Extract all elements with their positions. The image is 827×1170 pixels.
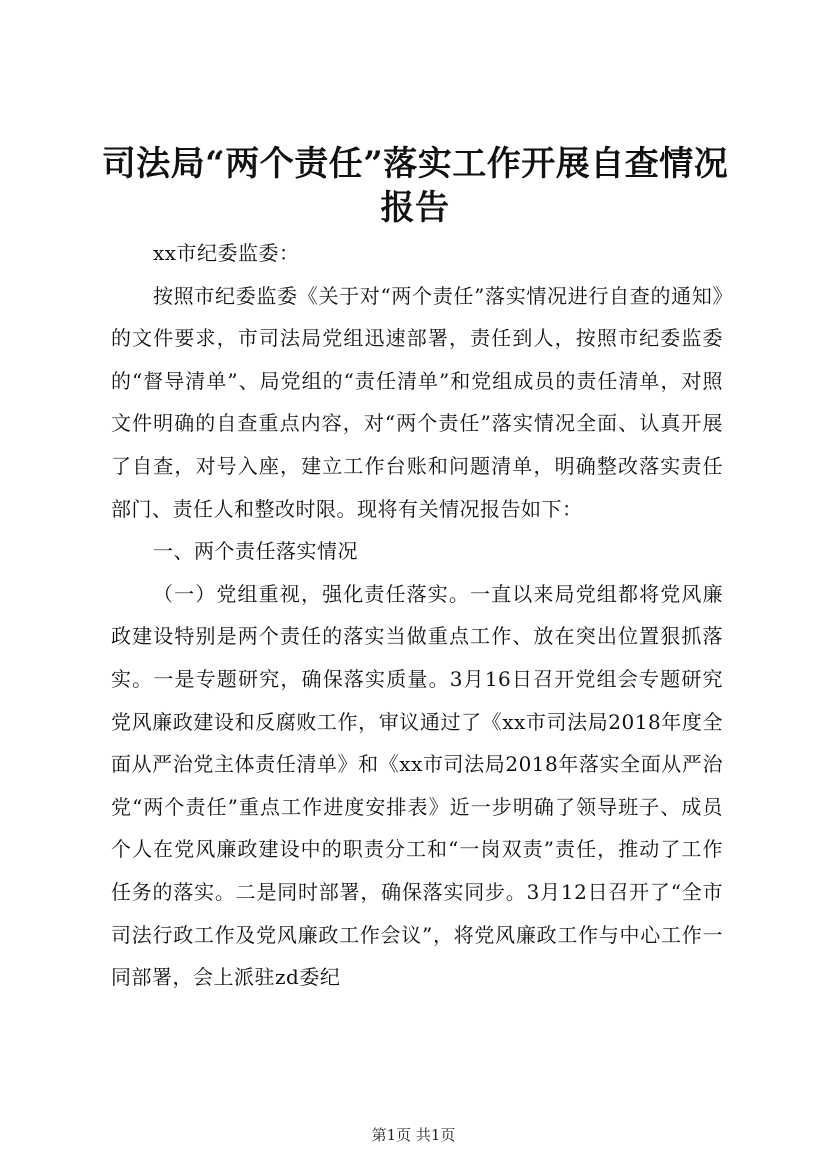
document-body (111, 232, 723, 999)
section-heading: 一、两个责任落实情况 (153, 539, 358, 564)
paragraph-intro: 按照市纪委监委《关于对“两个责任”落实情况进行自查的通知》的文件要求，市司法局党组迅速部署，责任到人，按照市纪委监委的“督导清单”、局党组的“责任清单”和党组成员的责任清单，对照文件明确的自查重点内容，对“两个责任”落实情况全面、认真开展了自查，对号入座，建立工作台账和问题清单，明确整改落实责任部门、责任人和整改时限。现将有关情况报告如下： (111, 283, 723, 521)
document-title: 司法局“两个责任”落实工作开展自查情况报告 (101, 144, 729, 228)
page-footer: 第1页 共1页 (371, 1126, 456, 1144)
paragraph-section-1: （一）党组重视，强化责任落实。一直以来局党组都将党风廉政建设特别是两个责任的落实当做重点工作、放在突出位置狠抓落实。一是专题研究，确保落实质量。3月16日召开党组会专题研究党风廉政建设和反腐败工作，审议通过了《xx市司法局2018年度全面从严治党主体责任清单》和《xx市司法局2018年落实全面从严治党“两个责任”重点工作进度安排表》近一步明确了领导班子、成员个人在党风廉政建设中的职责分工和“一岗双责”责任，推动了工作任务的落实。二是同时部署，确保落实同步。3月12日召开了“全市司法行政工作及党风廉政工作会议”，将党风廉政工作与中心工作一同部署，会上派驻zd委纪 (111, 581, 723, 990)
salutation: xx市纪委监委： (153, 241, 300, 265)
